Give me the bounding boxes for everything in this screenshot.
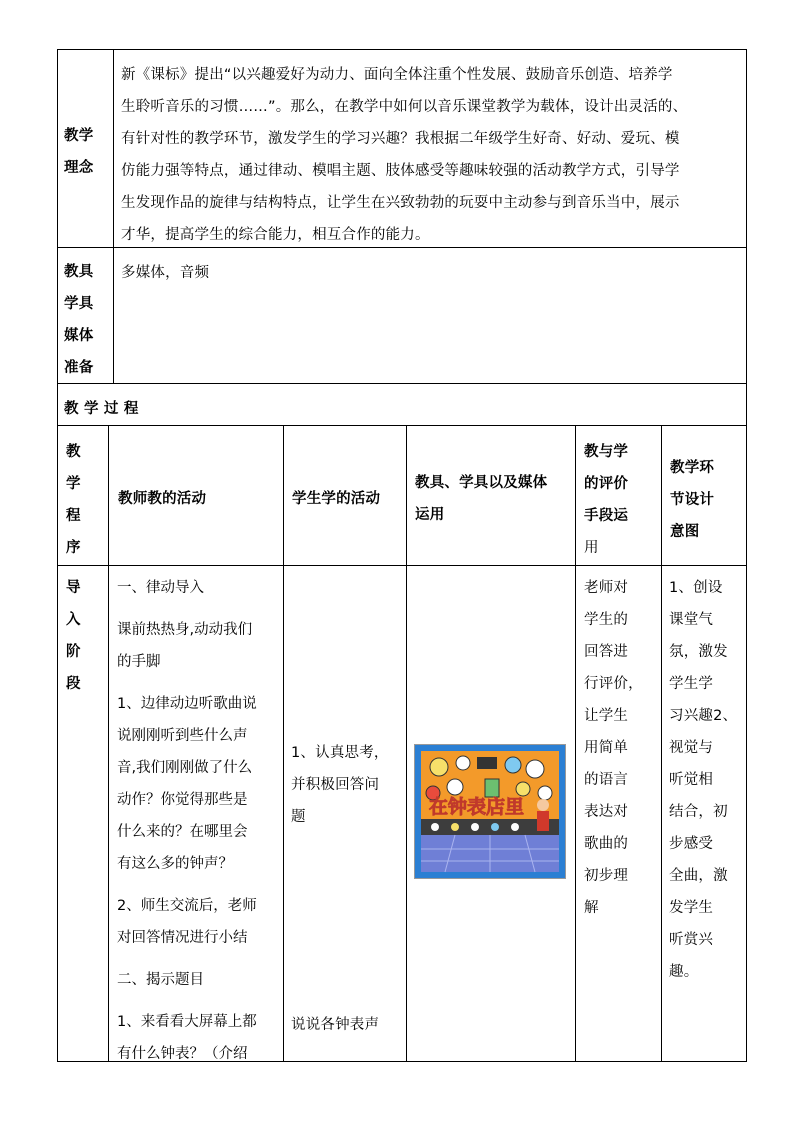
col-divider-program [108,425,109,1062]
col-divider-evaluation [661,425,662,1062]
header-evaluation: 教与学 的评价 手段运 用 [584,444,629,556]
col-divider-media [575,425,576,1062]
row-divider-2 [57,383,747,384]
teacher-line: 动作？你觉得那些是 [117,792,248,808]
design-text: 1、创设 课堂气 氛，激发 学生学 习兴趣2、 视觉与 听觉相 结合，初 步感受 全曲，激 发学生 听赏兴 趣。 [669,580,738,980]
teacher-line: 二、揭示题目 [117,972,204,988]
teacher-line: 有这么多的钟声？ [117,856,233,872]
col-divider-label [113,49,114,384]
teacher-line: 课前热热身,动动我们 [117,622,253,638]
header-program: 教 学 程 序 [66,444,81,556]
teacher-line: 音,我们刚刚做了什么 [117,760,253,776]
teacher-line: 什么来的？在哪里会 [117,824,248,840]
table-border-left [57,49,58,1062]
teacher-line: 2、师生交流后，老师 [117,898,257,914]
teacher-line: 的手脚 [117,654,161,670]
teacher-line: 1、来看看大屏幕上都 [117,1014,257,1030]
col-divider-teacher [283,425,284,1062]
header-teacher: 教师教的活动 [118,491,207,507]
teacher-line: 1、边律动边听歌曲说 [117,696,257,712]
table-border-top [57,49,747,50]
clock-store-title: 在钟表店里 [429,796,525,818]
materials-label: 教具 学具 媒体 准备 [64,264,94,376]
clock-store-image [414,744,566,879]
philosophy-text: 新《课标》提出“以兴趣爱好为动力、面向全体注重个性发展、鼓励音乐创造、培养学 生聆听音乐的习惯……”。那么，在教学中如何以音乐课堂教学为载体，设计出灵活的、 有针对性的教学环节，激发学生的学习兴趣？我根据二年级学生好奇、好动、爱玩、模 仿能力强等特点，通过律动、模唱主题、肢体感受等趣味较强的活动教学方式，引导学 生发现作品的旋律与结构特点，让学生在兴致勃勃的玩耍中主动参与到音乐当中，展示 才华，提高学生的综合能力，相互合作的能力。 [121,67,688,243]
col-divider-student [406,425,407,1062]
header-student: 学生学的活动 [292,491,381,507]
stage-label: 导 入 阶 段 [66,580,81,692]
header-media: 教具、学具以及媒体 运用 [415,475,548,523]
row-divider-4 [57,565,747,566]
teacher-line: 对回答情况进行小结 [117,930,248,946]
table-border-right [746,49,747,1062]
teacher-line: 一、律动导入 [117,580,204,596]
materials-value: 多媒体，音频 [121,265,210,281]
teacher-activity [117,572,257,1070]
header-design: 教学环 节设计 意图 [670,460,715,540]
teacher-line: 有什么钟表？（介绍 [117,1046,248,1062]
row-divider-3 [57,425,747,426]
process-title: 教 学 过 程 [64,401,139,417]
student-activity-2: 说说各钟表声 [291,1017,380,1033]
student-activity: 1、认真思考， 并积极回答问 题 [291,745,389,825]
teacher-line: 说刚刚听到些什么声 [117,728,248,744]
evaluation-text: 老师对 学生的 回答进 行评价， 让学生 用简单 的语言 表达对 歌曲的 初步理 解 [584,580,643,916]
philosophy-label: 教学 理念 [64,128,94,176]
